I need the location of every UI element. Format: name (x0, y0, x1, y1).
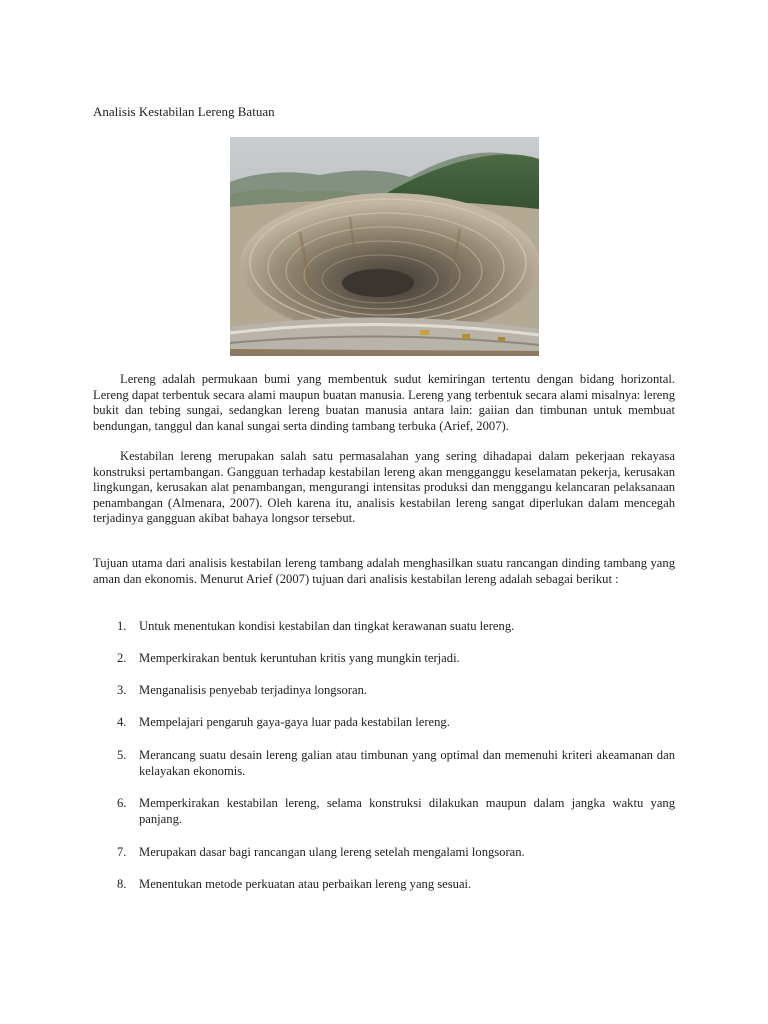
list-item-text: Memperkirakan bentuk keruntuhan kritis yang mungkin terjadi. (139, 651, 460, 665)
document-title: Analisis Kestabilan Lereng Batuan (93, 104, 275, 119)
list-item-text: Merupakan dasar bagi rancangan ulang lereng setelah mengalami longsoran. (139, 845, 525, 859)
list-item (117, 651, 675, 667)
list-item-number: 7. (117, 845, 127, 859)
list-item (117, 877, 675, 893)
list-item (117, 796, 675, 827)
open-pit-mine-photo (230, 137, 539, 356)
paragraph-1: Lereng adalah permukaan bumi yang membentuk sudut kemiringan tertentu dengan bidang horizontal. Lereng dapat terbentuk secara alami maupun buatan manusia. Lereng yang terbentuk secara alami misalnya: lereng bukit dan tebing sungai, sedangkan lereng buatan manusia antara lain: gaiian dan timbunan untuk membuat bendungan, tanggul dan kanal sungai serta dinding tambang terbuka (Arief, 2007). (93, 372, 675, 433)
list-item (117, 748, 694, 779)
list-item-number: 1. (117, 619, 127, 633)
list-item-text: Menganalisis penyebab terjadinya longsoran. (139, 683, 368, 697)
paragraph-3: Tujuan utama dari analisis kestabilan lereng tambang adalah menghasilkan suatu rancangan dinding tambang yang aman dan ekonomis. Menurut Arief (2007) tujuan dari analisis kestabilan lereng adalah sebagai berikut : (93, 556, 675, 586)
list-item-number: 6. (117, 796, 127, 810)
list-item-number: 4. (117, 715, 127, 729)
list-item-number: 5. (117, 748, 127, 762)
list-item (117, 683, 675, 699)
list-item (117, 619, 675, 635)
list-item-text: Mempelajari pengaruh gaya-gaya luar pada kestabilan lereng. (139, 715, 450, 729)
list-item-text: Memperkirakan kestabilan lereng, selama konstruksi dilakukan maupun dalam jangka waktu yang panjang. (139, 796, 675, 826)
list-item (117, 845, 675, 861)
paragraph-2: Kestabilan lereng merupakan salah satu permasalahan yang sering dihadapai dalam pekerjaan rekayasa konstruksi pertambangan. Gangguan terhadap kestabilan lereng akan mengganggu keselamatan pekerja, kerusakan lingkungan, kerusakan alat penambangan, mengurangi intensitas produksi dan menggangu kelancaran pelaksanaan penambangan (Almenara, 2007). Oleh karena itu, analisis kestabilan lereng sangat diperlukan dalam mencegah terjadinya gangguan akibat bahaya longsor tersebut. (93, 449, 675, 525)
list-item-text: Merancang suatu desain lereng galian atau timbunan yang optimal dan memenuhi kriteri akeamanan dan kelayakan ekonomis. (139, 748, 694, 778)
list-item-text: Untuk menentukan kondisi kestabilan dan tingkat kerawanan suatu lereng. (139, 619, 515, 633)
list-item (117, 715, 675, 731)
list-item-number: 2. (117, 651, 127, 665)
list-item-number: 8. (117, 877, 127, 891)
list-item-text: Menentukan metode perkuatan atau perbaikan lereng yang sesuai. (139, 877, 472, 891)
list-item-number: 3. (117, 683, 127, 697)
